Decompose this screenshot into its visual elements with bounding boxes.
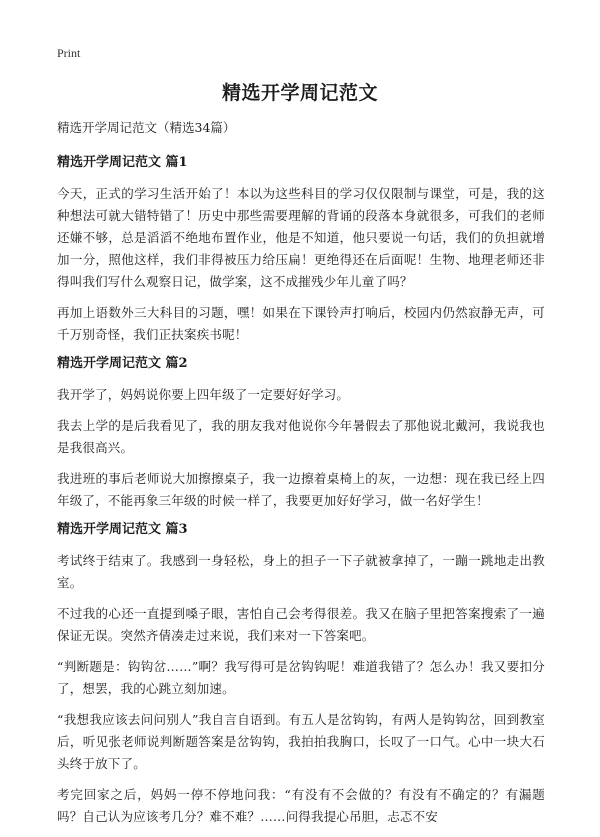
paragraph: 不过我的心还一直提到嗓子眼，害怕自己会考得很差。我又在脑子里把答案搜索了一遍保证无误。突然齐倩凑走过来说，我们来对一下答案吧。 xyxy=(57,606,545,643)
paragraph: 今天，正式的学习生活开始了！本以为这些科目的学习仅仅限制与课堂，可是，我的这种想法可就大错特错了！历史中那些需要理解的背诵的段落本身就很多，可我们的老师还嫌不够，总是滔滔不绝地布置作业，他是不知道，他只要说一句话，我们的负担就增加一分，照他这样，我们非得被压力给压扁！更绝得还在后面呢！生物、地理老师还非得叫我们写什么观察日记，做学案，这不成摧残少年儿童了吗？ xyxy=(57,186,545,289)
paragraph: 考试终于结束了。我感到一身轻松，身上的担子一下子就被拿掉了，一蹦一跳地走出教室。 xyxy=(57,553,545,590)
print-label: Print xyxy=(57,46,81,60)
section-heading: 精选开学周记范文 篇1 xyxy=(57,155,188,170)
paragraph: 我去上学的是后我看见了，我的朋友我对他说你今年暑假去了那他说北戴河，我说我也是我很高兴。 xyxy=(57,418,545,455)
page-title: 精选开学周记范文 xyxy=(221,82,378,104)
document-subtitle: 精选开学周记范文（精选34篇） xyxy=(57,120,236,135)
paragraph: 我开学了，妈妈说你要上四年级了一定要好好学习。 xyxy=(57,387,350,402)
paragraph: “我想我应该去问问别人”我自言自语到。有五人是岔钩钩，有两人是钩钩岔，回到教室后，听见张老师说判断题答案是岔钩钩，我拍拍我胸口，长叹了一口气。心中一块大石头终于放下了。 xyxy=(57,712,545,771)
section-1 xyxy=(57,154,545,346)
section-3 xyxy=(57,521,545,828)
paragraph: 考完回家之后，妈妈一停不停地问我：“有没有不会做的？有没有不确定的？有漏题吗？自己认为应该考几分？难不难？……问得我提心吊胆，忐忑不安 xyxy=(57,787,545,824)
section-2 xyxy=(57,355,545,512)
section-heading: 精选开学周记范文 篇3 xyxy=(57,522,188,537)
section-heading: 精选开学周记范文 篇2 xyxy=(57,356,188,371)
paragraph: “判断题是：钩钩岔……”啊？我写得可是岔钩钩呢！难道我错了？怎么办！我又要扣分了，想罢，我的心跳立刻加速。 xyxy=(57,659,545,696)
paragraph: 再加上语数外三大科目的习题，嘿！如果在下课铃声打响后，校园内仍然寂静无声，可千万别奇怪，我们正扶案疾书呢！ xyxy=(57,305,545,342)
paragraph: 我进班的事后老师说大加擦擦桌子，我一边擦着桌椅上的灰，一边想：现在我已经上四年级了，不能再象三年级的时候一样了，我要更加好好学习，做一名好学生！ xyxy=(57,471,545,508)
document-content xyxy=(57,119,545,837)
